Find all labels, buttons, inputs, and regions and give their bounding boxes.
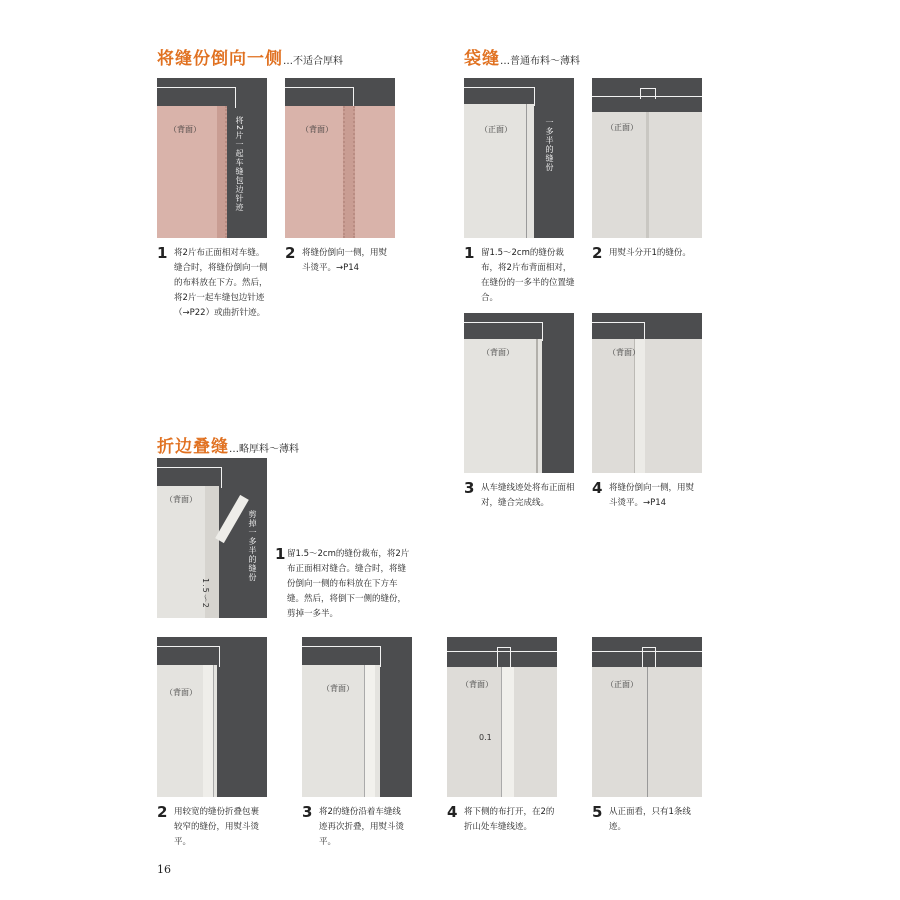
section-subtitle: …略厚料～薄料 — [229, 444, 299, 455]
step-s1-2 — [285, 246, 405, 286]
annotation-offset: 0.1 — [479, 733, 492, 742]
photo-s2-step2 — [592, 78, 702, 238]
step-text: 将下侧的布打开，在2的 折山处车缝线迹。 — [464, 807, 555, 832]
photo-label: （正面） — [606, 680, 638, 689]
photo-s1-step2 — [285, 78, 395, 238]
photo-s2-step1 — [464, 78, 574, 238]
step-s3-1 — [275, 547, 425, 627]
step-text: 用较宽的缝份折叠包裹 较窄的缝份，用熨斗烫 平。 — [174, 807, 260, 847]
step-number: 4 — [447, 803, 458, 821]
photo-s2-step4 — [592, 313, 702, 473]
step-s2-1 — [464, 246, 584, 311]
step-number: 1 — [464, 244, 475, 262]
step-number: 2 — [157, 803, 168, 821]
photo-label: （背面） — [301, 125, 333, 134]
photo-label: （背面） — [461, 680, 493, 689]
step-number: 2 — [285, 244, 296, 262]
photo-label: （背面） — [482, 348, 514, 357]
step-s3-3 — [302, 805, 432, 855]
step-s1-1 — [157, 246, 277, 326]
photo-s3-step3 — [302, 637, 412, 797]
section-subtitle: …不适合厚料 — [283, 56, 343, 67]
section-title-text: 将缝份倒向一侧 — [157, 49, 283, 69]
photo-label: （正面） — [480, 125, 512, 134]
photo-s3-step2 — [157, 637, 267, 797]
annotation-half-allowance: 一多半的缝份 — [545, 118, 554, 172]
section-title-text: 袋缝 — [464, 49, 500, 69]
photo-s3-step4 — [447, 637, 557, 797]
photo-s3-step1 — [157, 458, 267, 618]
section-subtitle: …普通布料～薄料 — [500, 56, 580, 67]
step-text: 用熨斗分开1的缝份。 — [609, 248, 691, 258]
step-s2-2 — [592, 246, 712, 266]
photo-s1-step1 — [157, 78, 267, 238]
photo-s3-step5 — [592, 637, 702, 797]
step-text: 从车缝线迹处将布正面相 对，缝合完成线。 — [481, 483, 575, 508]
step-number: 3 — [464, 479, 475, 497]
step-s2-3 — [464, 481, 584, 516]
section-title-french-seam — [464, 44, 580, 69]
section-title-fold-seam — [157, 44, 343, 69]
annotation-serge-stitch: 将2片一起车缝包边针迹 — [235, 116, 244, 213]
step-s2-4 — [592, 481, 712, 516]
step-s3-4 — [447, 805, 577, 840]
section-title-text: 折边叠缝 — [157, 437, 229, 457]
photo-s2-step3 — [464, 313, 574, 473]
photo-label: （背面） — [608, 348, 640, 357]
step-number: 1 — [275, 545, 286, 563]
photo-label: （背面） — [165, 495, 197, 504]
page-number: 16 — [157, 863, 171, 876]
section-title-flat-felled-seam — [157, 432, 299, 457]
step-number: 3 — [302, 803, 313, 821]
annotation-trim-allowance: 剪掉一多半的缝份 — [248, 510, 257, 582]
step-s3-2 — [157, 805, 287, 855]
step-text: 将2的缝份沿着车缝线 迹再次折叠，用熨斗烫 平。 — [319, 807, 405, 847]
step-number: 2 — [592, 244, 603, 262]
annotation-width: 1.5～2 — [201, 578, 210, 609]
step-text: 从正面看，只有1条线 迹。 — [609, 807, 691, 832]
step-text: 将缝份倒向一侧，用熨 斗烫平。→P14 — [302, 248, 388, 273]
step-number: 5 — [592, 803, 603, 821]
photo-label: （背面） — [169, 125, 201, 134]
step-number: 1 — [157, 244, 168, 262]
photo-label: （正面） — [606, 123, 638, 132]
step-text: 将缝份倒向一侧，用熨 斗烫平。→P14 — [609, 483, 695, 508]
photo-label: （背面） — [165, 688, 197, 697]
photo-label: （背面） — [322, 684, 354, 693]
step-number: 4 — [592, 479, 603, 497]
step-text: 留1.5～2cm的缝份裁布，将2片 布正面相对缝合。缝合时，将缝 份倒向一侧的布料放在下方车 缝。然后，将倒下一侧的缝份， 剪掉一多半。 — [287, 549, 410, 619]
step-s3-5 — [592, 805, 722, 840]
step-text: 将2片布正面相对车缝。 缝合时，将缝份倒向一侧 的布料放在下方。然后， 将2片一起车缝包边针迹 （→P22）或曲折针迹。 — [174, 248, 268, 318]
step-text: 留1.5～2cm的缝份裁 布，将2片布背面相对， 在缝份的一多半的位置缝 合。 — [481, 248, 575, 303]
